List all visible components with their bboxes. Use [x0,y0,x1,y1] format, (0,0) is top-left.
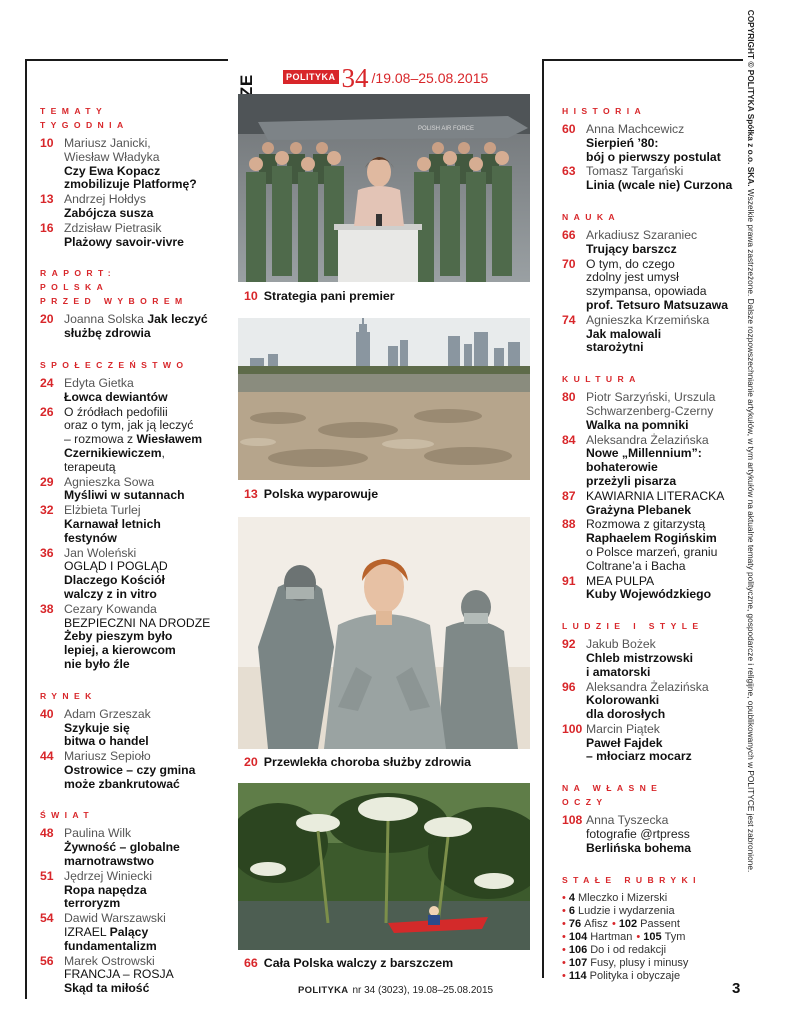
toc-title: Kolorowanki [586,693,660,708]
surgeons-illustration-art [238,517,530,749]
toc-title: bitwa o handel [64,734,149,749]
toc-author: Jędrzej Winiecki [64,868,153,883]
right-contents-column [562,104,737,1000]
toc-title: starożytni [586,340,644,355]
toc-title: Plażowy savoir-vivre [64,234,184,249]
section-heading-line: RAPORT: [40,268,116,279]
toc-author: Mariusz Sepioło [64,749,151,764]
toc-entry[interactable] [40,313,214,341]
feature-caption-1[interactable]: 10 Strategia pani premier [244,289,395,303]
toc-label: OGLĄD I POGLĄD [64,559,168,574]
hogweed-kayak-photo[interactable] [238,783,530,950]
toc-text: Coltrane’a i Bacha [586,558,686,573]
toc-page-number: 91 [562,573,576,588]
section-heading-line: LUDZIE I STYLE [562,621,704,632]
soldier-figure [466,172,486,282]
toc-page-number: 100 [562,721,583,736]
fixed-rubrics-list [562,892,737,983]
fixed-rubric-row [562,905,737,918]
toc-page-number: 32 [40,503,54,518]
toc-author: Adam Grzeszak [64,706,151,721]
left-section-heading [40,266,214,308]
toc-text: O tym, do czego [586,256,675,271]
toc-title: – młociarz mocarz [586,749,692,764]
soldier-head [417,157,431,171]
toc-page-number: 84 [562,432,576,447]
left-frame-rule [25,59,27,999]
fixed-rubric-page: 105 [643,930,662,943]
toc-title: Jak leczyć [147,312,208,327]
toc-author: Marcin Piątek [586,721,660,736]
right-section-heading [562,619,737,633]
right-column-rule [542,59,544,978]
toc-title: Dlaczego Kościół [64,573,165,588]
toc-author: Marek Ostrowski [64,953,155,968]
bullet-icon: • [562,904,566,917]
fixed-rubric-page: 106 [568,943,588,956]
soldier-head [290,142,302,154]
toc-label: FRANCJA – ROSJA [64,967,174,982]
toc-text: szympansa, opowiada [586,284,707,299]
toc-title: bohaterowie [586,460,658,475]
toc-entry[interactable] [40,406,214,475]
toc-page-number: 63 [562,164,576,179]
soldier-figure [298,172,318,282]
right-section [562,619,737,764]
toc-entry[interactable] [562,229,737,257]
bullet-icon: • [636,930,641,943]
toc-page-number: 60 [562,122,576,136]
right-section [562,372,737,602]
toc-entry[interactable] [562,123,737,164]
section-heading-line: POLSKA [40,282,109,293]
toc-text: O źródłach pedofilii [64,404,168,419]
toc-title: Linia (wcale nie) Curzona [586,178,733,193]
toc-entry[interactable] [562,723,737,764]
toc-title: Wiesławem [136,432,203,447]
toc-title: fundamentalizm [64,938,157,953]
right-section-heading [562,372,737,386]
section-heading-line: PRZED WYBOREM [40,296,188,307]
fixed-rubric-row [562,892,737,905]
toc-page-number: 16 [40,220,54,235]
toc-title: Czy Ewa Kopacz [64,163,161,178]
toc-title: Grażyna Plebanek [586,502,691,517]
toc-page-number: 10 [40,136,54,150]
toc-author: Mariusz Janicki, [64,136,151,150]
toc-entry[interactable] [40,912,214,953]
toc-page-number: 87 [562,488,576,503]
toc-author: Joanna Solska [64,312,144,327]
toc-title: Żywność – globalne [64,840,180,855]
toc-entry[interactable] [40,708,214,749]
footer-issue-info: nr 34 (3023), 19.08–25.08.2015 [352,985,494,996]
soldier-head [275,151,289,165]
toc-title: Karnawał letnich [64,516,161,531]
left-section-heading [40,104,214,132]
top-rule-right [542,59,743,61]
toc-line: Czernikiewiczem, [64,445,165,460]
fixed-rubric-label[interactable]: Fusy, plusy i minusy [590,956,689,969]
section-heading-line: NA WŁASNE [562,783,663,794]
surgeons-illustration[interactable] [238,517,530,749]
toc-author: Jan Woleński [64,545,137,560]
toc-title: marnotrawstwo [64,854,155,869]
toc-title: zmobilizuje Platformę? [64,177,197,192]
toc-title: Chleb mistrzowski [586,650,694,665]
toc-author: Arkadiusz Szaraniec [586,227,698,242]
toc-title: lepiej, a kierowcom [64,643,176,658]
toc-entry[interactable] [40,377,214,405]
soldier-head [443,151,457,165]
toc-title: Szykuje się [64,720,130,735]
section-heading-line: SPOŁECZEŃSTWO [40,359,189,370]
toc-entry[interactable] [40,476,214,504]
toc-title: Czernikiewiczem [64,445,162,460]
fixed-rubric-page: 6 [568,904,575,917]
toc-author: Dawid Warszawski [64,911,166,926]
left-section-heading [40,808,214,822]
toc-page-number: 29 [40,474,54,489]
right-section-heading [562,104,737,118]
toc-author: Aleksandra Żelazińska [586,679,709,694]
toc-author: Edyta Gietka [64,375,134,390]
toc-text: fotografie @rtpress [586,827,690,842]
toc-page-number: 56 [40,953,54,968]
top-rule [25,59,228,61]
toc-author: Andrzej Hołdys [64,192,146,207]
toc-label: MEA PULPA [586,573,655,588]
toc-page-number: 74 [562,312,576,327]
toc-label: IZRAEL [64,925,107,940]
left-contents-column [40,104,214,1013]
fixed-rubric-row [562,970,737,983]
fixed-rubric-page: 102 [618,917,638,930]
toc-text: o Polsce marzeń, graniu [586,544,718,559]
toc-title: przeżyli pisarza [586,473,677,488]
toc-entry[interactable] [562,258,737,313]
toc-page-number: 20 [40,312,54,327]
toc-entry[interactable] [40,603,214,672]
toc-page-number: 48 [40,826,54,841]
bullet-icon: • [611,917,616,930]
toc-label: BEZPIECZNI NA DRODZE [64,615,211,630]
fixed-rubric-row [562,918,737,931]
copyright-notice: COPYRIGHT © POLITYKA Spółka z o.o. SKA. Wszelkie prawa zastrzeżone. Dalsze rozpowszechnianie artykułów, w tym artykułów na aktualne tematy polityczne, gospodarcze i religijne, opublikowanych w POLITYCE jest zabronione. [746,9,756,873]
left-section-heading [40,689,214,703]
right-section [562,781,737,855]
toc-title: walczy z in vitro [64,586,157,601]
section-heading-line: ŚWIAT [40,810,95,821]
section-heading-line: TYGODNIA [40,120,129,130]
toc-author: Jakub Bożek [586,637,656,652]
page-number: 3 [732,980,741,997]
toc-title: Paweł Fajdek [586,735,663,750]
toc-entry[interactable] [40,955,214,996]
toc-page-number: 40 [40,706,54,721]
soldier-head [484,142,496,154]
toc-line [64,433,214,447]
masthead [283,63,488,91]
toc-page-number: 38 [40,601,54,616]
toc-entry[interactable] [40,870,214,911]
section-heading-line: KULTURA [562,374,641,385]
toc-entry[interactable] [40,193,214,221]
fixed-rubric-page: 76 [568,917,582,930]
toc-entry[interactable] [40,137,214,192]
fixed-rubric-label[interactable]: Passent [640,917,680,930]
section-heading-line: TEMATY [40,106,108,116]
section-heading-line: RYNEK [40,690,97,701]
toc-author: Agnieszka Krzemińska [586,312,710,327]
toc-entry[interactable] [40,750,214,791]
polityka-logo: POLITYKA [283,70,339,84]
page-footer [298,985,493,996]
toc-text: oraz o tym, jak ją leczyć [64,418,194,433]
fixed-rubrics-section [562,873,737,983]
fixed-rubrics-heading: STAŁE RUBRYKI [562,874,701,885]
toc-title: dla dorosłych [586,707,666,722]
toc-entry[interactable] [40,222,214,250]
toc-title: może zbankrutować [64,776,180,791]
toc-author: Anna Tyszecka [586,813,669,828]
toc-page-number: 96 [562,679,576,694]
toc-title: Zabójcza susza [64,205,154,220]
fixed-rubric-label[interactable]: Tym [664,930,686,943]
toc-author: Elżbieta Turlej [64,503,141,518]
soldier-head [249,157,263,171]
toc-author: Tomasz Targański [586,164,684,179]
toc-text: Rozmowa z gitarzystą [586,517,706,532]
toc-author: Aleksandra Żelazińska [586,432,709,447]
right-section-heading [562,210,737,224]
right-section-heading [562,781,737,809]
toc-title: Kuby Wojewódzkiego [586,587,712,602]
fixed-rubric-label[interactable]: Polityka i obyczaje [589,969,681,982]
left-section [40,266,214,341]
toc-page-number: 24 [40,375,54,390]
fixed-rubric-row [562,957,737,970]
dry-river-warsaw-photo[interactable] [238,318,530,480]
toc-author: Anna Machcewicz [586,122,685,136]
toc-entry[interactable] [562,575,737,603]
toc-author: Paulina Wilk [64,826,132,841]
toc-entry[interactable] [562,314,737,355]
toc-title: służbę zdrowia [64,326,151,341]
soldier-head [301,157,315,171]
fixed-rubric-label[interactable]: Afisz [584,917,608,930]
bullet-icon: • [562,969,566,982]
fixed-rubric-label[interactable]: Hartman [590,930,633,943]
toc-page-number: 26 [40,404,54,419]
toc-author: Cezary Kowanda [64,601,157,616]
hogweed-photo-illustration [238,783,530,950]
issue-number: 34 [341,63,369,93]
right-section [562,210,737,355]
toc-entry[interactable] [562,490,737,518]
toc-page-number: 88 [562,517,576,532]
toc-entry[interactable] [562,814,737,855]
toc-page-number: 51 [40,868,54,883]
toc-title: bój o pierwszy postulat [586,149,721,164]
toc-title: Walka na pomniki [586,417,689,432]
left-section [40,808,214,996]
toc-entry[interactable] [562,681,737,722]
soldier-head [469,157,483,171]
bullet-icon: • [562,891,566,904]
soldier-head [432,142,444,154]
fixed-rubric-row [562,931,737,944]
toc-title: terroryzm [64,896,121,911]
toc-line [64,926,214,940]
toc-page-number: 13 [40,192,54,207]
toc-title: festynów [64,530,117,545]
toc-page-number: 80 [562,390,576,405]
soldier-head [327,151,341,165]
toc-entry[interactable] [562,391,737,432]
river-photo-illustration [238,318,530,480]
feature-caption-3[interactable]: 20 Przewlekła choroba służby zdrowia [244,755,472,769]
soldier-figure [246,172,266,282]
section-heading-line: HISTORIA [562,106,647,116]
toc-title: Myśliwi w sutannach [64,488,185,503]
toc-title: i amatorski [586,664,651,679]
fixed-rubric-label[interactable]: Mleczko i Mizerski [577,891,668,904]
toc-title: Sierpień ’80: [586,135,659,150]
soldier-figure [492,166,512,276]
fixed-rubric-label[interactable]: Do i od redakcji [590,943,667,956]
issue-dates: /19.08–25.08.2015 [371,70,489,86]
toc-title: Ropa napędza [64,882,147,897]
toc-title: prof. Tetsuro Matsuzawa [586,297,728,312]
right-section [562,104,737,193]
soldier-head [458,142,470,154]
toc-entry[interactable] [562,434,737,489]
toc-page-number: 36 [40,545,54,560]
bullet-icon: • [562,930,566,943]
toc-title: Trujący barszcz [586,241,677,256]
toc-title: Ostrowice – czy gmina [64,762,196,777]
section-heading-line: OCZY [562,797,608,808]
plane-text: POLISH AIR FORCE [418,126,475,132]
toc-title: nie było źle [64,656,130,671]
toc-entry[interactable] [562,638,737,679]
section-heading-line: NAUKA [562,211,621,222]
toc-title: Żeby pieszym było [64,629,173,644]
toc-title: Berlińska bohema [586,840,691,855]
toc-page-number: 54 [40,911,54,926]
fixed-rubric-page: 104 [568,930,588,943]
toc-title: Skąd ta miłość [64,981,150,996]
bullet-icon: • [562,943,566,956]
left-section [40,104,214,249]
toc-text: terapeutą [64,459,116,474]
premier-with-soldiers-photo[interactable] [238,94,530,282]
fixed-rubric-row [562,944,737,957]
toc-page-number: 108 [562,813,583,828]
soldier-head [495,151,509,165]
toc-title: Nowe „Millennium”: [586,446,702,461]
toc-page-number: 66 [562,227,576,242]
toc-author: Piotr Sarzyński, Urszula [586,390,716,405]
toc-author: Zdzisław Pietrasik [64,220,162,235]
toc-text: zdolny jest umysł [586,270,679,285]
fixed-rubric-page: 114 [568,969,587,982]
fixed-rubric-page: 107 [568,956,588,969]
toc-author: Schwarzenberg-Czerny [586,403,714,418]
soldier-figure [440,166,460,276]
toc-author: Wiesław Władyka [64,149,160,164]
feature-caption-2[interactable]: 13 Polska wyparowuje [244,487,379,501]
toc-title: Łowca dewiantów [64,389,168,404]
toc-title: Raphaelem Rogińskim [586,531,717,546]
left-section [40,689,214,792]
bullet-icon: • [562,956,566,969]
toc-title: Palący [109,925,149,940]
feature-caption-4[interactable]: 66 Cała Polska walczy z barszczem [244,956,454,970]
toc-line [64,313,214,327]
soldier-head [262,142,274,154]
bullet-icon: • [562,917,566,930]
toc-title: Jak malowali [586,326,662,341]
left-section [40,358,214,672]
premier-photo-illustration [238,94,530,282]
toc-author: Agnieszka Sowa [64,474,155,489]
toc-entry[interactable] [562,165,737,193]
soldier-figure [272,166,292,276]
toc-page-number: 92 [562,637,576,652]
left-section-heading [40,358,214,372]
toc-entry[interactable] [562,518,737,573]
toc-page-number: 70 [562,256,576,271]
soldier-head [316,142,328,154]
footer-logo: POLITYKA [298,985,349,996]
fixed-rubric-label[interactable]: Ludzie i wydarzenia [577,904,675,917]
toc-label: KAWIARNIA LITERACKA [586,488,725,503]
fixed-rubric-page: 4 [568,891,575,904]
toc-entry[interactable] [40,504,214,545]
toc-text: – rozmowa z [64,432,134,447]
toc-page-number: 44 [40,749,54,764]
toc-entry[interactable] [40,547,214,602]
toc-entry[interactable] [40,827,214,868]
